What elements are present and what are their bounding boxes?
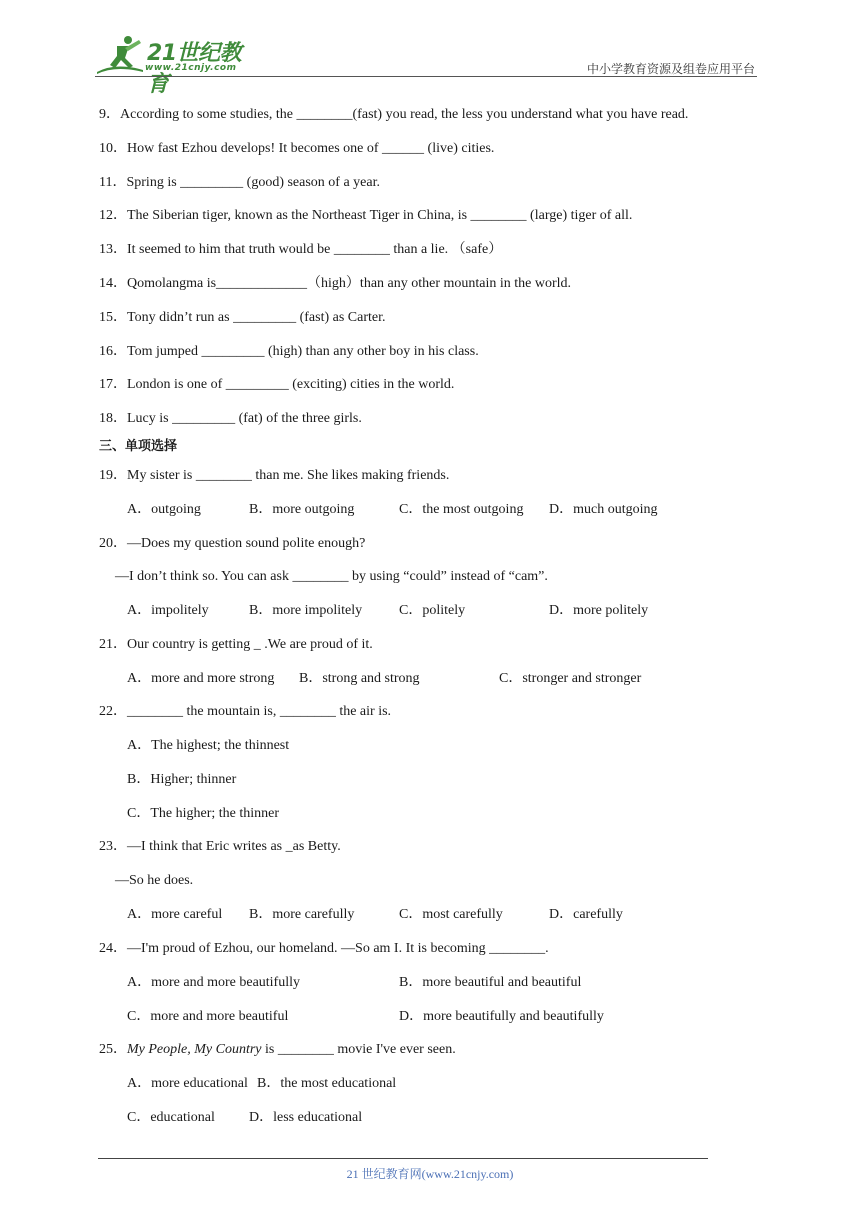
q19-option-c: C．the most outgoing xyxy=(399,502,524,517)
runner-logo-icon xyxy=(95,32,147,78)
question-10 xyxy=(99,140,494,158)
q22-option-b: B．Higher; thinner xyxy=(127,772,237,787)
movie-title: My People, My Country xyxy=(127,1042,262,1057)
question-number: 17． xyxy=(99,377,127,392)
question-25-stem xyxy=(99,1041,456,1059)
question-number: 12． xyxy=(99,208,127,223)
question-19-stem: 19．My sister is ________ than me. She likes making friends. xyxy=(99,468,450,483)
question-text: Tony didn’t run as _________ (fast) as Carter. xyxy=(127,310,386,325)
question-number: 10． xyxy=(99,141,127,156)
q21-option-b: B．strong and strong xyxy=(299,671,420,686)
question-14 xyxy=(99,275,571,293)
question-text: is ________ movie I've ever seen. xyxy=(261,1042,456,1057)
question-text: Lucy is _________ (fat) of the three girls. xyxy=(127,411,362,426)
q22-option-a: A．The highest; the thinnest xyxy=(127,738,290,753)
q25-option-a: A．more educational xyxy=(127,1076,248,1091)
logo-text: 21世纪教育 xyxy=(147,41,242,97)
question-number: 15． xyxy=(99,310,127,325)
question-number: 14． xyxy=(99,276,127,291)
question-text: The Siberian tiger, known as the Northeast Tiger in China, is ________ (large) tiger of all. xyxy=(127,208,633,223)
q23-option-d: D．carefully xyxy=(549,907,623,922)
question-text: It seemed to him that truth would be ________ than a lie. （safe） xyxy=(127,242,503,257)
question-16 xyxy=(99,343,479,361)
q20-option-b: B．more impolitely xyxy=(249,603,363,618)
q19-option-d: D．much outgoing xyxy=(549,502,658,517)
question-13 xyxy=(99,241,502,259)
q20-option-d: D．more politely xyxy=(549,603,649,618)
question-24-stem: 24．—I'm proud of Ezhou, our homeland. —So am I. It is becoming ________. xyxy=(99,941,549,956)
question-text: According to some studies, the ________(fast) you read, the less you understand what you have read. xyxy=(120,107,689,122)
q24-option-a: A．more and more beautifully xyxy=(127,975,301,990)
q20-option-a: A．impolitely xyxy=(127,603,209,618)
site-logo xyxy=(95,32,260,97)
question-number: 9． xyxy=(99,107,120,122)
question-20-stem-2: —I don’t think so. You can ask ________ by using “could” instead of “cam”. xyxy=(115,569,548,584)
header-divider xyxy=(95,76,757,77)
question-12 xyxy=(99,207,632,225)
footer-divider xyxy=(98,1158,708,1159)
q25-option-b: B．the most educational xyxy=(257,1076,397,1091)
section-title: 三、单项选择 xyxy=(99,439,178,454)
page-header xyxy=(95,32,755,97)
question-17 xyxy=(99,376,454,394)
question-23-stem-2: —So he does. xyxy=(115,873,194,888)
question-text: Spring is _________ (good) season of a year. xyxy=(126,175,381,190)
question-text: Qomolangma is_____________（high）than any other mountain in the world. xyxy=(127,276,572,291)
question-number: 13． xyxy=(99,242,127,257)
question-number: 16． xyxy=(99,344,127,359)
platform-label: 中小学教育资源及组卷应用平台 xyxy=(586,62,755,76)
q23-option-b: B．more carefully xyxy=(249,907,355,922)
q25-option-c: C．educational xyxy=(127,1110,215,1125)
question-number: 11． xyxy=(99,175,127,190)
question-22-stem: 22．________ the mountain is, ________ the air is. xyxy=(99,704,392,719)
question-number: 18． xyxy=(99,411,127,426)
question-9 xyxy=(99,106,688,124)
question-20-stem: 20．—Does my question sound polite enough? xyxy=(99,536,366,551)
question-23-stem: 23．—I think that Eric writes as _as Betty. xyxy=(99,839,341,854)
question-text: Tom jumped _________ (high) than any other boy in his class. xyxy=(127,344,479,359)
q21-option-a: A．more and more strong xyxy=(127,671,275,686)
question-21-stem: 21．Our country is getting _ .We are proud of it. xyxy=(99,637,373,652)
q23-option-a: A．more careful xyxy=(127,907,223,922)
q19-option-a: A．outgoing xyxy=(127,502,201,517)
question-text: How fast Ezhou develops! It becomes one of ______ (live) cities. xyxy=(127,141,495,156)
q24-option-b: B．more beautiful and beautiful xyxy=(399,975,582,990)
logo-url: www.21cnjy.com xyxy=(145,63,237,73)
page-footer: 21 世纪教育网(www.21cnjy.com) xyxy=(346,1167,514,1181)
q22-option-c: C．The higher; the thinner xyxy=(127,806,280,821)
q20-option-c: C．politely xyxy=(399,603,466,618)
q24-option-c: C．more and more beautiful xyxy=(127,1009,289,1024)
q19-option-b: B．more outgoing xyxy=(249,502,355,517)
q23-option-c: C．most carefully xyxy=(399,907,503,922)
q25-option-d: D．less educational xyxy=(249,1110,363,1125)
q21-option-c: C．stronger and stronger xyxy=(499,671,642,686)
q24-option-d: D．more beautifully and beautifully xyxy=(399,1009,604,1024)
question-11 xyxy=(99,174,380,192)
question-15 xyxy=(99,309,386,327)
question-18 xyxy=(99,410,362,428)
question-text: London is one of _________ (exciting) cities in the world. xyxy=(127,377,455,392)
question-number: 25． xyxy=(99,1042,127,1057)
